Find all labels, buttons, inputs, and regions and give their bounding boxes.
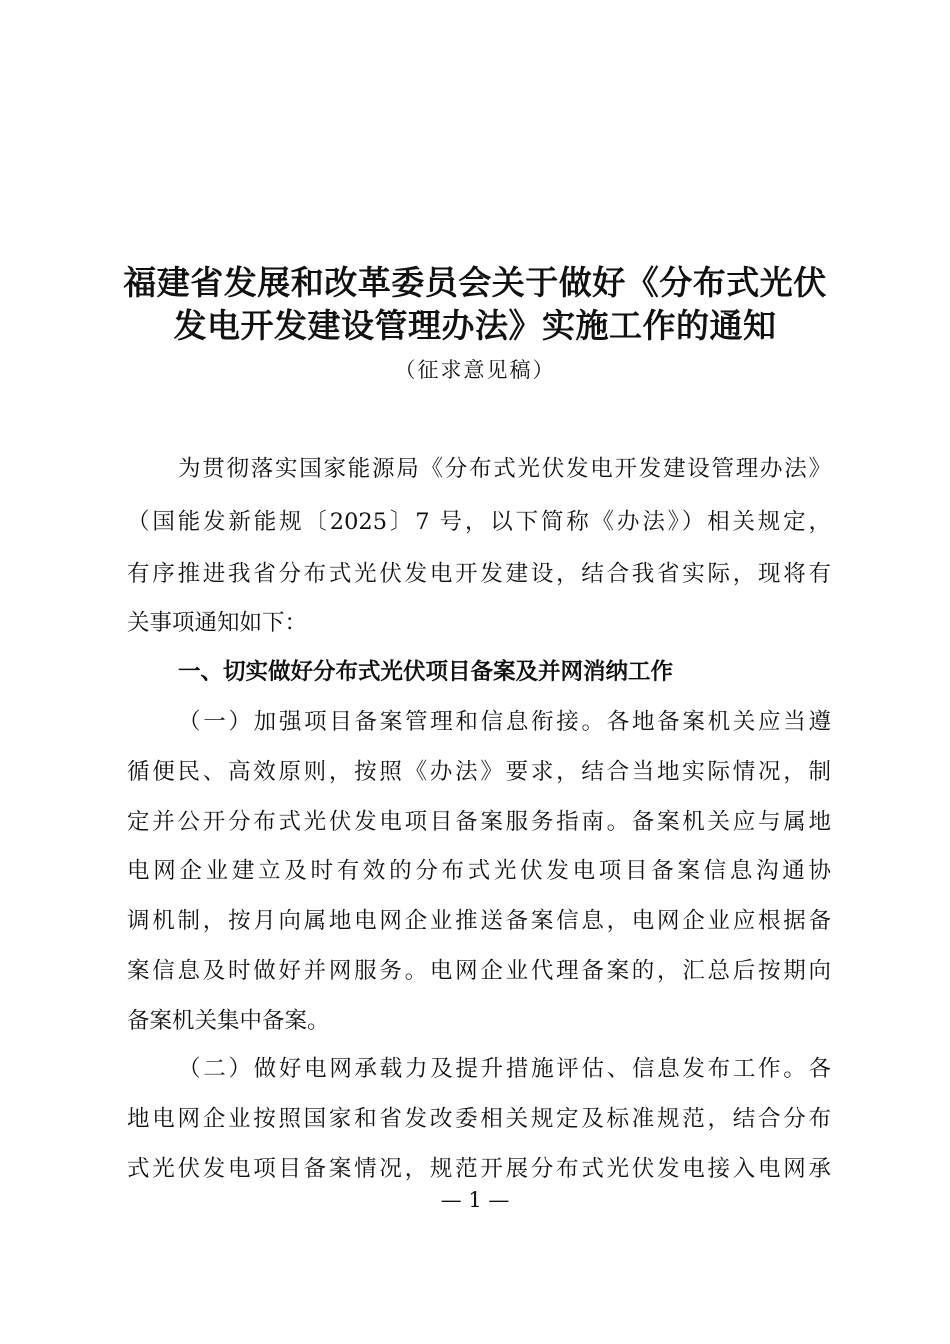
document-subtitle: （征求意见稿） bbox=[394, 358, 556, 382]
document-title-line-1: 福建省发展和改革委员会关于做好《分布式光伏 bbox=[123, 263, 827, 302]
item-1-line-1: （一）加强项目备案管理和信息衔接。各地备案机关应当遵 bbox=[178, 709, 831, 735]
item-1-line-6: 案信息及时做好并网服务。电网企业代理备案的，汇总后按期向 bbox=[127, 958, 831, 984]
item-1-line-2: 循便民、高效原则，按照《办法》要求，结合当地实际情况，制 bbox=[127, 759, 831, 785]
item-1-line-3: 定并公开分布式光伏发电项目备案服务指南。备案机关应与属地 bbox=[127, 809, 831, 835]
item-1-line-5: 调机制，按月向属地电网企业推送备案信息，电网企业应根据备 bbox=[127, 908, 831, 934]
item-1-line-7: 备案机关集中备案。 bbox=[127, 1008, 330, 1034]
item-1-line-4: 电网企业建立及时有效的分布式光伏发电项目备案信息沟通协 bbox=[127, 858, 831, 884]
page-number: — 1 — bbox=[440, 1188, 510, 1212]
document-title-line-2: 发电开发建设管理办法》实施工作的通知 bbox=[173, 306, 777, 345]
item-2-line-2: 地电网企业按照国家和省发改委相关规定及标准规范，结合分布 bbox=[127, 1106, 831, 1132]
intro-line-4: 关事项通知如下： bbox=[127, 610, 308, 636]
item-2-line-3: 式光伏发电项目备案情况，规范开展分布式光伏发电接入电网承 bbox=[127, 1156, 831, 1182]
intro-line-3: 有序推进我省分布式光伏发电开发建设，结合我省实际，现将有 bbox=[127, 561, 831, 587]
intro-line-1: 为贯彻落实国家能源局《分布式光伏发电开发建设管理办法》 bbox=[178, 456, 831, 482]
item-2-line-1: （二）做好电网承载力及提升措施评估、信息发布工作。各 bbox=[178, 1056, 831, 1082]
intro-line-2: （国能发新能规〔2025〕7 号，以下简称《办法》）相关规定， bbox=[127, 509, 831, 535]
section-1-heading: 一、切实做好分布式光伏项目备案及并网消纳工作 bbox=[178, 659, 674, 685]
